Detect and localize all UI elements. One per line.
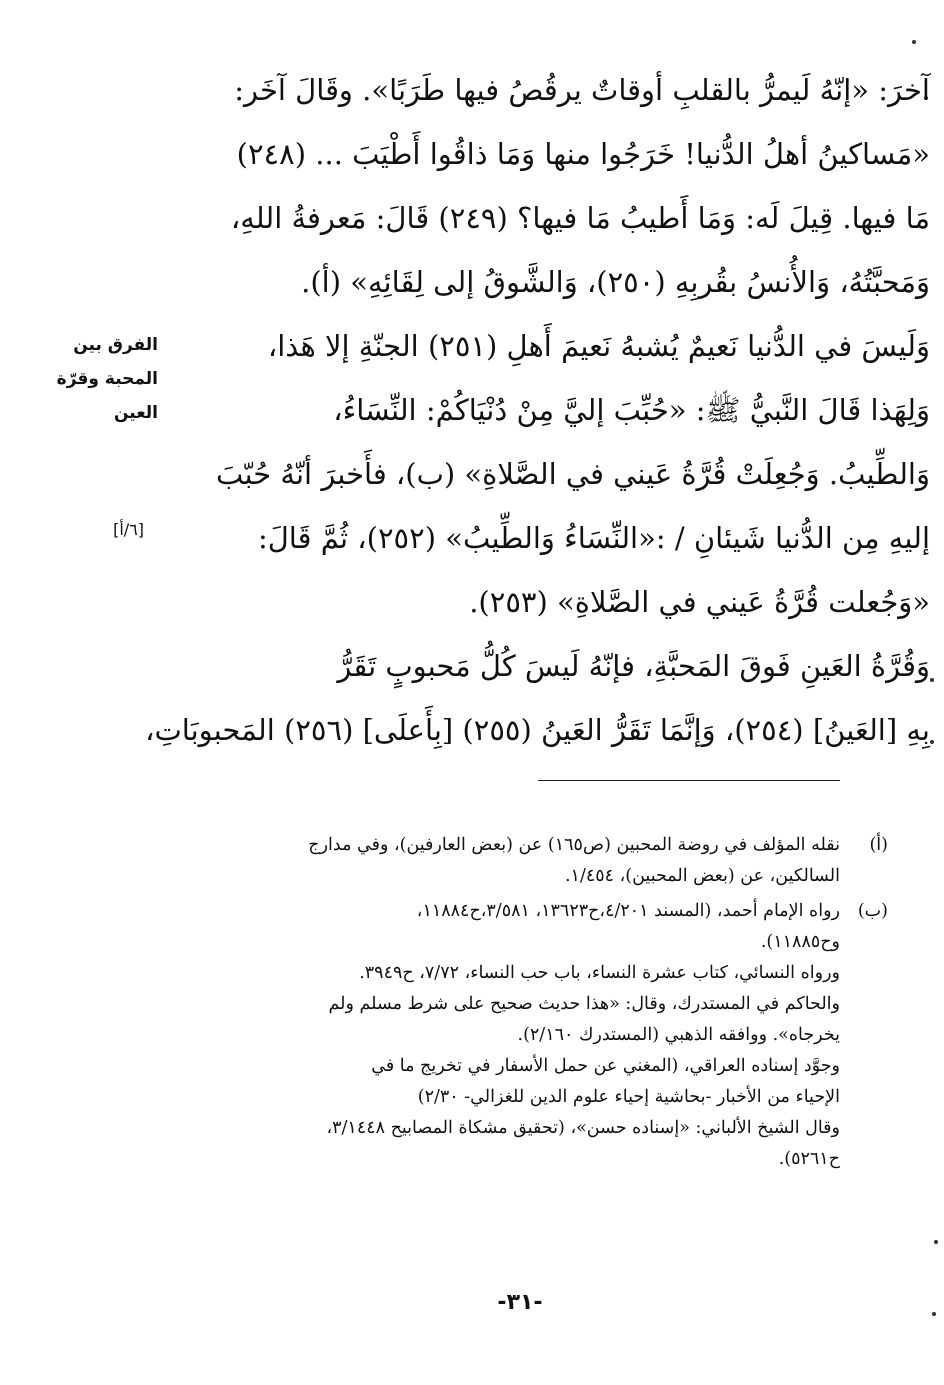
footnote-line: والحاكم في المستدرك، وقال: «هذا حديث صحيح على شرط مسلم ولم xyxy=(328,994,840,1014)
footnote-line: رواه الإمام أحمد، (المسند ٤/٢٠١،ح١٣٦٢٣، ٣/٥٨١،ح١١٨٨٤، xyxy=(416,901,840,921)
page-number: -٣١- xyxy=(497,1290,543,1315)
text-line: وَلَيسَ في الدُّنيا نَعيمٌ يُشبهُ نَعيمَ أَهلِ (٢٥١) الجنّةِ إلا هَذا، xyxy=(267,329,930,363)
text-line: وَمَحبَّتُهُ، وَالأُنسُ بقُربِهِ (٢٥٠)، وَالشَّوقُ إلى لِقَائِهِ» (أ). xyxy=(301,265,930,299)
margin-dot xyxy=(932,1312,936,1316)
footnote-body xyxy=(212,896,840,1175)
margin-dot xyxy=(930,740,934,744)
footnote-line: وجوَّد إسناده العراقي، (المغني عن حمل الأسفار في تخريج ما في xyxy=(371,1056,840,1076)
text-line: وَلِهَذا قَالَ النَّبيُّ ﷺ: «حُبِّبَ إليَّ مِنْ دُنْيَاكُمْ: النِّسَاءُ، xyxy=(333,393,930,427)
text-line: بِهِ [العَينُ] (٢٥٤)، وَإنَّمَا تَقَرُّ العَينُ (٢٥٥) [بِأَعلَى] (٢٥٦) المَحبوبَاتِ، xyxy=(145,713,930,747)
manuscript-folio-ref: [٦/أ] xyxy=(113,520,144,539)
text-line: آخرَ: «إنّهُ لَيمرُّ بالقلبِ أوقاتٌ يرقُصُ فيها طَرَبًا». وقَالَ آخَر: xyxy=(234,73,930,107)
footnote-line: وح١١٨٨٥). xyxy=(760,932,840,952)
text-line: وَقُرَّةُ العَينِ فَوقَ المَحبَّةِ، فإنّهُ لَيسَ كُلُّ مَحبوبٍ تَقَرُّ xyxy=(337,649,930,683)
footnote-label: (ب) xyxy=(857,901,888,921)
text-line: إليهِ مِن الدُّنيا شَيئانِ / :«النِّسَاءُ وَالطِّيبُ» (٢٥٢)، ثُمَّ قَالَ: xyxy=(257,521,930,555)
footnote-label: (أ) xyxy=(869,835,888,855)
footnote-line: وقال الشيخ الألباني: «إسناده حسن»، (تحقيق مشكاة المصابيح ٣/١٤٤٨، xyxy=(326,1118,840,1138)
margin-heading-line: المحبة وقرّة xyxy=(56,369,158,389)
footnotes xyxy=(212,830,888,1175)
footnote-line: ح٥٢٦١). xyxy=(778,1149,840,1169)
margin-heading-line: الفرق بين xyxy=(73,335,158,355)
footnote-line: السالكين، عن (بعض المحبين)، ١/٤٥٤. xyxy=(564,866,840,886)
footnote-line: نقله المؤلف في روضة المحبين (ص١٦٥) عن (بعض العارفين)، وفي مدارج xyxy=(308,835,840,855)
margin-dot xyxy=(934,1240,938,1244)
margin-dot xyxy=(912,40,916,44)
footnote-line: ورواه النسائي، كتاب عشرة النساء، باب حب النساء، ٧/٧٢، ح٣٩٤٩. xyxy=(359,963,840,983)
main-text xyxy=(145,58,930,762)
text-line: مَا فيها. قِيلَ لَه: وَمَا أَطيبُ مَا فيها؟ (٢٤٩) قَالَ: مَعرفةُ اللهِ، xyxy=(230,201,930,235)
footnote xyxy=(212,830,888,892)
footnote-divider xyxy=(538,780,840,781)
footnote-line: الإحياء من الأخبار -بحاشية إحياء علوم الدين للغزالي- ٢/٣٠) xyxy=(417,1087,840,1107)
footnote-body xyxy=(212,830,840,892)
text-line: وَالطِّيبُ. وَجُعِلَتْ قُرَّةُ عَيني في الصَّلاةِ» (ب)، فأَخبرَ أنّهُ حُبّبَ xyxy=(216,457,930,491)
margin-heading-line: العين xyxy=(113,403,158,423)
footnote-line: يخرجاه». ووافقه الذهبي (المستدرك ٢/١٦٠). xyxy=(517,1025,840,1045)
text-line: «وَجُعلت قُرَّةُ عَيني في الصَّلاةِ» (٢٥٣). xyxy=(469,585,930,619)
footnote xyxy=(212,896,888,1175)
text-line: «مَساكينُ أهلُ الدُّنيا! خَرَجُوا منها وَمَا ذاقُوا أَطْيَبَ ... (٢٤٨) xyxy=(236,137,930,171)
margin-dot xyxy=(930,678,934,682)
margin-heading xyxy=(18,328,158,430)
